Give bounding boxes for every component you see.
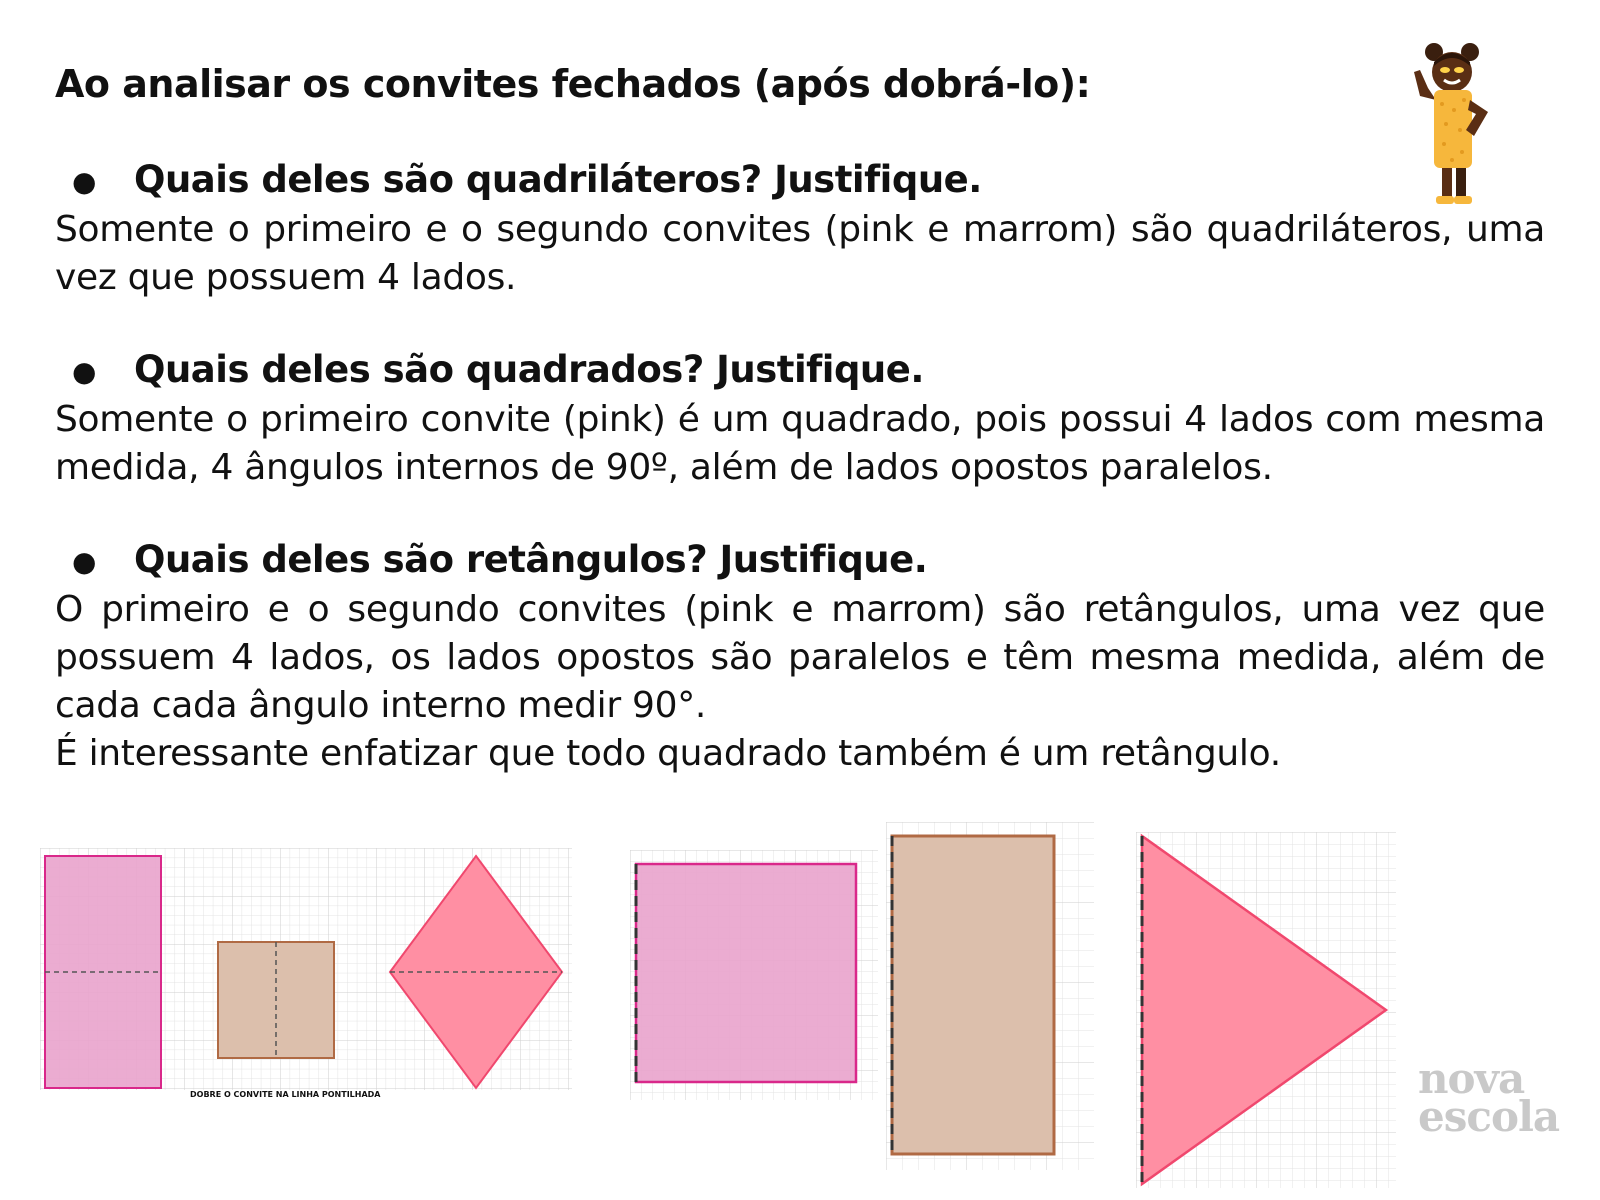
folded-coral-triangle	[1136, 832, 1396, 1188]
question-quadrilaterals	[72, 158, 982, 201]
figure-caption: DOBRE O CONVITE NA LINHA PONTILHADA	[190, 1090, 381, 1099]
question-squares	[72, 348, 924, 391]
page-title: Ao analisar os convites fechados (após dobrá-lo):	[55, 62, 1091, 106]
folded-brown-rectangle	[886, 822, 1094, 1170]
answer-rectangles	[55, 586, 1545, 778]
answer-squares	[55, 396, 1545, 492]
logo-line-2: escola	[1418, 1092, 1560, 1141]
question-text: Quais deles são quadrados? Justifique.	[134, 348, 924, 391]
question-rectangles	[72, 538, 927, 581]
open-invitations-figure	[40, 848, 572, 1090]
question-text: Quais deles são retângulos? Justifique.	[134, 538, 928, 581]
answer-paragraph: O primeiro e o segundo convites (pink e marrom) são retângulos, uma vez que possuem 4 lados, os lados opostos são paralelos e têm mesma medida, além de cada cada ângulo interno medir 90°.	[55, 589, 1545, 726]
answer-paragraph: É interessante enfatizar que todo quadrado também é um retângulo.	[55, 733, 1281, 774]
folded-pink-square	[630, 850, 878, 1100]
logo-line-1: nova	[1418, 1054, 1525, 1103]
bullet: ●	[72, 165, 96, 198]
question-text: Quais deles são quadriláteros? Justifique.	[134, 158, 982, 201]
bullet: ●	[72, 355, 96, 388]
answer-quadrilaterals	[55, 206, 1545, 302]
bullet: ●	[72, 545, 96, 578]
nova-escola-logo	[1418, 1054, 1560, 1141]
answer-paragraph: Somente o primeiro convite (pink) é um quadrado, pois possui 4 lados com mesma medida, 4 ângulos internos de 90º, além de lados opostos paralelos.	[55, 399, 1545, 488]
girl-mascot-icon	[1408, 40, 1498, 210]
answer-paragraph: Somente o primeiro e o segundo convites (pink e marrom) são quadriláteros, uma vez que possuem 4 lados.	[55, 209, 1545, 298]
